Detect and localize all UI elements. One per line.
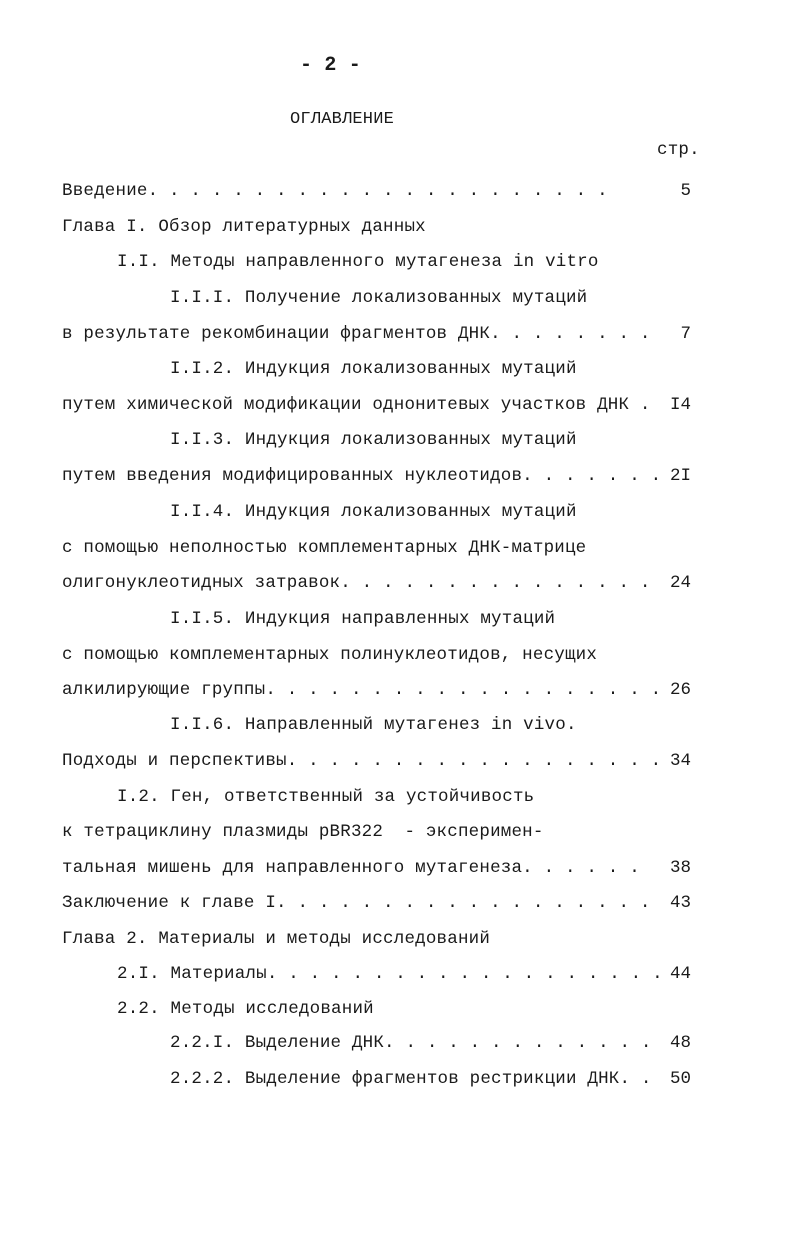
toc-entry-s1-1-4-cont1: с помощью неполностью комплементарных ДНК-матрице: [62, 538, 587, 558]
toc-entry-s1-1-6-heading: I.I.6. Направленный мутагенез in vivo.: [170, 715, 577, 735]
toc-page-s1-1-3: 2I: [669, 466, 691, 486]
toc-page-s2-2-2: 50: [669, 1069, 691, 1089]
toc-entry-s1-2-heading: I.2. Ген, ответственный за устойчивость: [117, 787, 535, 807]
toc-entry-s1-2-cont1: к тетрациклину плазмиды pBR322 - эксперимен-: [62, 822, 544, 842]
toc-page-conclusion1: 43: [669, 893, 691, 913]
toc-page-introduction: 5: [680, 181, 691, 201]
toc-page-s2-1: 44: [669, 964, 691, 984]
toc-entry-s1-1: I.I. Методы направленного мутагенеза in vitro: [117, 252, 599, 272]
toc-entry-s1-1-5-cont2: алкилирующие группы. . . . . . . . . . . . . . . . . . .: [62, 680, 662, 700]
page-column-label: стр.: [657, 140, 700, 160]
toc-entry-s1-1-3-cont: путем введения модифицированных нуклеотидов. . . . . . .: [62, 466, 662, 486]
page-title: ОГЛАВЛЕНИЕ: [290, 110, 395, 129]
toc-entry-s2-2-1: 2.2.I. Выделение ДНК. . . . . . . . . . . . .: [170, 1033, 652, 1053]
toc-entry-s1-1-3-heading: I.I.3. Индукция локализованных мутаций: [170, 430, 577, 450]
toc-page-s1-1-1: 7: [680, 324, 691, 344]
toc-page-s1-2: 38: [669, 858, 691, 878]
toc-entry-s1-1-2-cont: путем химической модификации однонитевых участков ДНК .: [62, 395, 651, 415]
toc-page-s1-1-5: 26: [669, 680, 691, 700]
toc-entry-conclusion1: Заключение к главе I. . . . . . . . . . . . . . . . . .: [62, 893, 651, 913]
toc-entry-introduction: Введение. . . . . . . . . . . . . . . . . . . . . .: [62, 181, 608, 201]
toc-entry-s2-1: 2.I. Материалы. . . . . . . . . . . . . . . . . . .: [117, 964, 663, 984]
toc-entry-s2-2-2: 2.2.2. Выделение фрагментов рестрикции ДНК. .: [170, 1069, 652, 1089]
toc-entry-s1-1-2-heading: I.I.2. Индукция локализованных мутаций: [170, 359, 577, 379]
toc-entry-s1-1-4-cont2: олигонуклеотидных затравок. . . . . . . . . . . . . . .: [62, 573, 651, 593]
toc-entry-chapter2: Глава 2. Материалы и методы исследований: [62, 929, 491, 949]
toc-page-s1-1-6: 34: [669, 751, 691, 771]
toc-entry-chapter1: Глава I. Обзор литературных данных: [62, 217, 426, 237]
toc-entry-s1-1-6-cont: Подходы и перспективы. . . . . . . . . . . . . . . . . .: [62, 751, 662, 771]
toc-entry-s1-1-1-heading: I.I.I. Получение локализованных мутаций: [170, 288, 588, 308]
toc-entry-s1-2-cont2: тальная мишень для направленного мутагенеза. . . . . .: [62, 858, 640, 878]
toc-entry-s1-1-5-heading: I.I.5. Индукция направленных мутаций: [170, 609, 556, 629]
toc-entry-s1-1-4-heading: I.I.4. Индукция локализованных мутаций: [170, 502, 577, 522]
page-number: - 2 -: [300, 54, 362, 77]
toc-entry-s1-1-1-cont: в результате рекомбинации фрагментов ДНК. . . . . . . .: [62, 324, 651, 344]
toc-page-s2-2-1: 48: [669, 1033, 691, 1053]
toc-entry-s1-1-5-cont1: с помощью комплементарных полинуклеотидов, несущих: [62, 645, 598, 665]
toc-page-s1-1-4: 24: [669, 573, 691, 593]
toc-page-s1-1-2: I4: [669, 395, 691, 415]
toc-entry-s2-2: 2.2. Методы исследований: [117, 999, 374, 1019]
